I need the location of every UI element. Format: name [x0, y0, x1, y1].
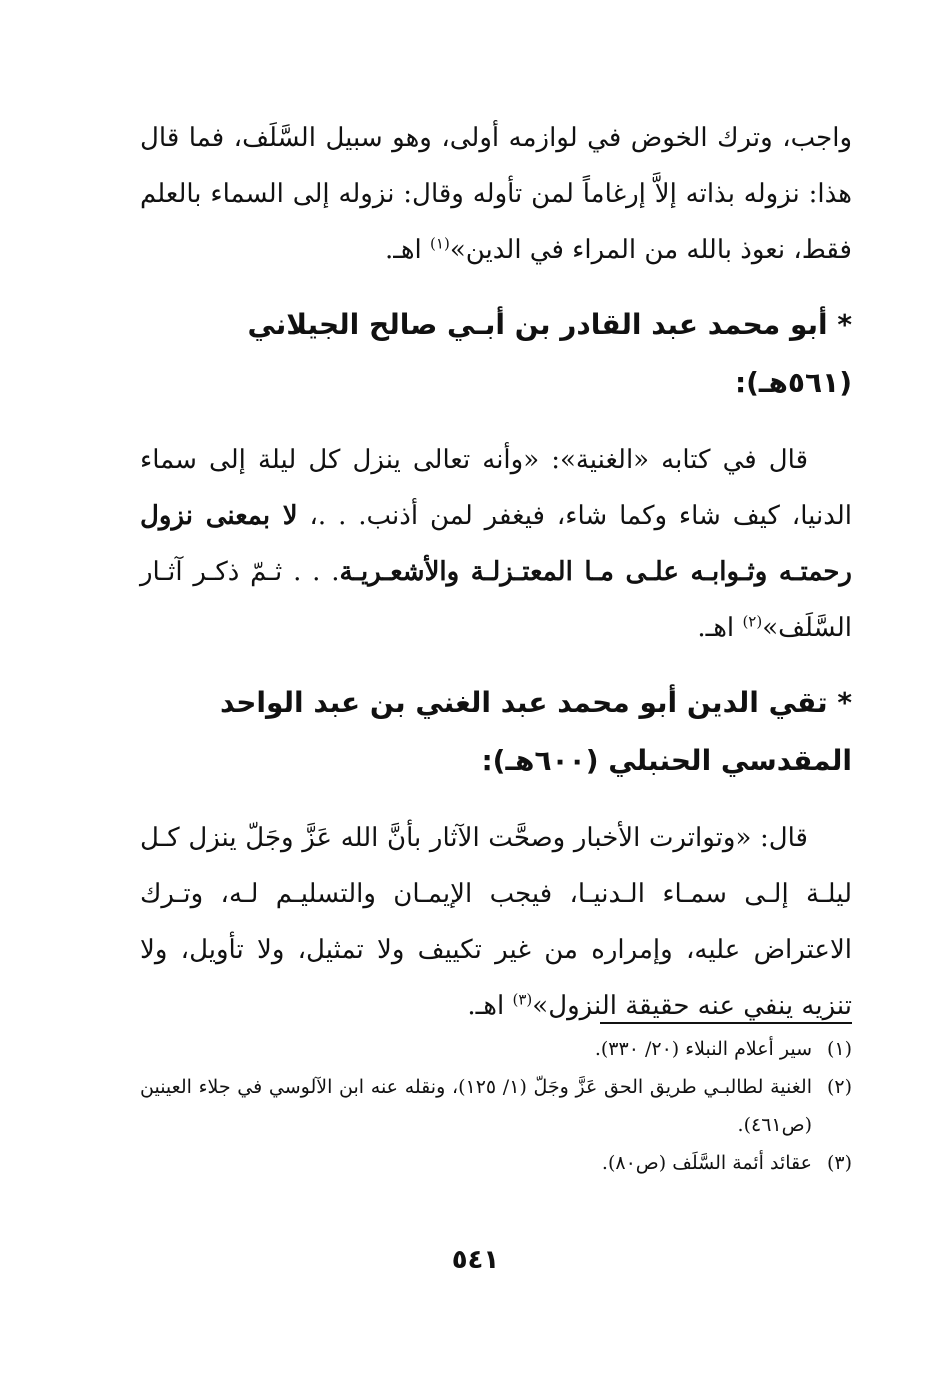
footnote-text: الغنية لطالبـي طريق الحق عَزَّ وجَلّ (١/ ١٢٥)، ونقله عنه ابن الآلوسي في جلاء العينين (ص٤٦١).: [140, 1076, 812, 1136]
footnote-ref-2[interactable]: (٢): [742, 612, 763, 631]
paragraph-1: [140, 110, 852, 278]
footnote-text: عقائد أئمة السَّلَف (ص٨٠).: [601, 1152, 812, 1174]
paragraph-2-text-a: قال في كتابه «الغنية»: «وأنه تعالى ينزل كل ليلة إلى سماء الدنيا، كيف شاء وكما شاء، فيغفر لمن أذنب. . .،: [140, 445, 852, 531]
footnote-ref-1[interactable]: (١): [430, 234, 450, 253]
footnote-text: سير أعلام النبلاء (٢٠/ ٣٣٠).: [594, 1038, 812, 1060]
section-heading-maqdisi: * تقي الدين أبو محمد عبد الغني بن عبد الواحد المقدسي الحنبلي (٦٠٠هـ):: [220, 686, 852, 777]
footnote-separator: [600, 1022, 852, 1024]
paragraph-1-end: اهـ.: [384, 235, 431, 265]
paragraph-2-text-b: . . . ثـمّ ذكـر آثـار السَّلَف»: [140, 557, 852, 643]
footnote-ref-3[interactable]: (٣): [512, 990, 533, 1009]
footnote-2: [140, 1068, 852, 1144]
paragraph-3-end: اهـ.: [467, 991, 513, 1021]
paragraph-1-text: واجب، وترك الخوض في لوازمه أولى، وهو سبيل السَّلَف، فما قال هذا: نزوله بذاته إلاَّ إرغاماً لمن تأوله وقال: نزوله إلى السماء بالعلم فقط، نعوذ بالله من المراء في الدين»: [140, 123, 852, 265]
paragraph-2-end: اهـ.: [697, 613, 743, 643]
footnote-1: [140, 1030, 852, 1068]
paragraph-3-text: قال: «وتواترت الأخبار وصحَّت الآثار بأنَّ الله عَزَّ وجَلّ ينزل كـل ليلـة إلـى سمـاء الـدنيـا، فيجب الإيمـان والتسليـم لـه، وتـرك الاعتراض عليه، وإمراره من غير تكييف ولا تمثيل، ولا تأويل، ولا تنزيه ينفي عنه حقيقة النزول»: [140, 823, 852, 1021]
paragraph-2: [140, 432, 852, 656]
paragraph-2-bold: لا بمعنى نزول رحمتـه وثـوابـه علـى مـا المعتـزلـة والأشعـريـة: [140, 501, 852, 587]
paragraph-3: [140, 810, 852, 1034]
section-heading-jilani: * أبو محمد عبد القادر بن أبـي صالح الجيلاني (٥٦١هـ):: [247, 308, 852, 399]
footnote-number: (٢): [826, 1076, 852, 1098]
footnote-number: (١): [826, 1038, 852, 1060]
footnote-3: [140, 1144, 852, 1182]
footnote-number: (٣): [826, 1152, 852, 1174]
page-number: ٥٤١: [451, 1245, 500, 1275]
footnotes: [140, 1030, 852, 1182]
page-body: [140, 110, 852, 1174]
